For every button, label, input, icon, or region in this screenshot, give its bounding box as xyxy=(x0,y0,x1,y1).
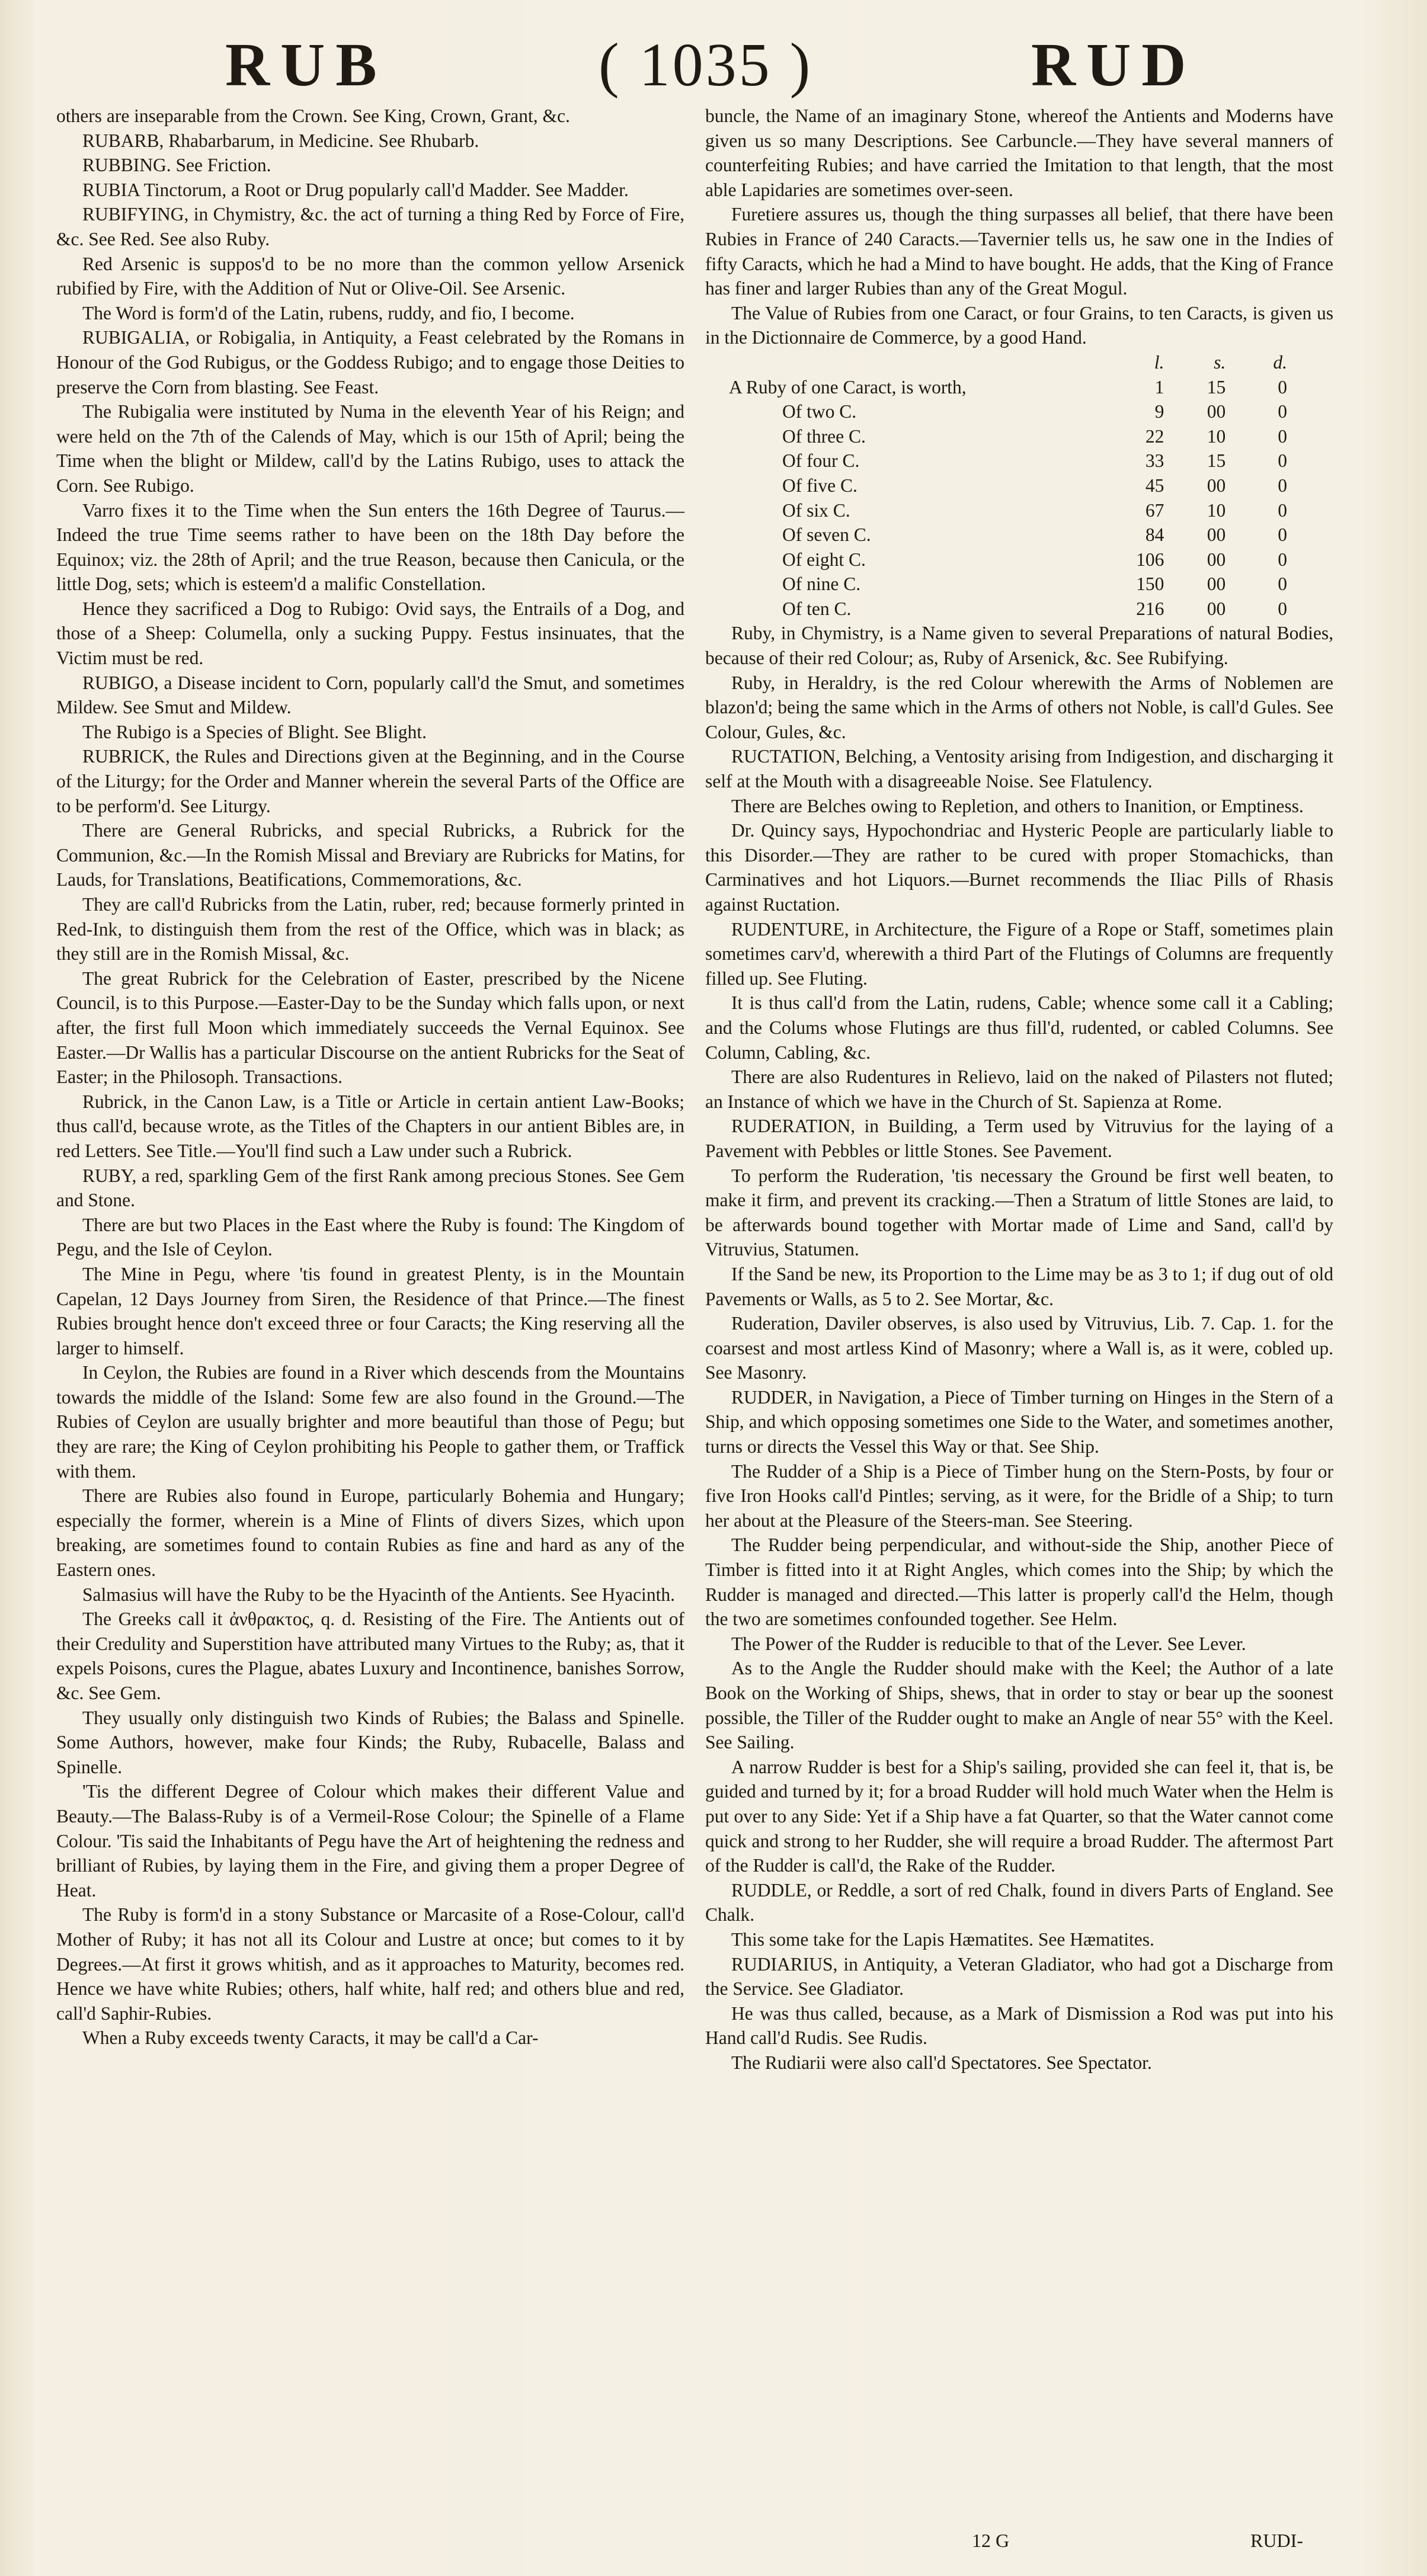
paragraph: Furetiere assures us, though the thing surpasses all belief, that there have been Rubies in France of 240 Caracts.—Tavernier tells us, he saw one in the Indies of fifty Caracts, which he had a Mind to have bought. He adds, that the King of France has finer and larger Rubies than any of the Great Mogul. xyxy=(705,204,1333,299)
table-cell: 00 xyxy=(1207,524,1226,546)
paragraph: RUBIGO, a Disease incident to Corn, popularly call'd the Smut, and sometimes Mildew. See Smut and Mildew. xyxy=(56,672,684,718)
table-cell: 0 xyxy=(1278,450,1287,472)
paragraph: They are call'd Rubricks from the Latin, ruber, red; because formerly printed in Red-Ink, to distinguish them from the rest of the Office, which was in black; as they still are in the Romish Missal, &c. xyxy=(56,894,684,965)
paragraph: RUDDLE, or Reddle, a sort of red Chalk, found in divers Parts of England. See Chalk. xyxy=(705,1879,1333,1925)
left-column xyxy=(56,104,684,2050)
table-row xyxy=(729,375,1298,400)
paragraph: The Rubigo is a Species of Blight. See Blight. xyxy=(82,721,427,742)
paragraph: The Word is form'd of the Latin, rubens, ruddy, and fio, I become. xyxy=(82,302,575,323)
table-cell: Of ten C. xyxy=(782,598,852,619)
paragraph: RUDDER, in Navigation, a Piece of Timber turning on Hinges in the Stern of a Ship, and which opposing sometimes one Side to the Water, and sometimes another, turns or directs the Vessel this Way or that. See Ship. xyxy=(705,1386,1333,1457)
page-number: ( 1035 ) xyxy=(599,31,813,99)
table-cell: 22 xyxy=(1145,425,1164,447)
paragraph: The Rudder being perpendicular, and without-side the Ship, another Piece of Timber is fitted into it at Right Angles, which comes into the Ship; by which the Rudder is managed and directed.—This latter is properly call'd the Helm, though the two are sometimes confounded together. See Helm. xyxy=(705,1534,1333,1630)
table-row xyxy=(729,399,1298,424)
table-cell: 84 xyxy=(1145,524,1164,546)
table-cell: Of five C. xyxy=(782,475,858,496)
table-header-cell: d. xyxy=(1273,351,1287,373)
signature-mark: 12 G xyxy=(972,2530,1010,2551)
paragraph: RUBRICK, the Rules and Directions given at the Beginning, and in the Course of the Liturgy; for the Order and Manner wherein the several Parts of the Office are to be perform'd. See Liturgy. xyxy=(56,746,684,816)
table-row xyxy=(729,498,1298,523)
paragraph: There are General Rubricks, and special Rubricks, a Rubrick for the Communion, &c.—In the Romish Missal and Breviary are Rubricks for Matins, for Lauds, for Translations, Beatifications, Commemorations, &c. xyxy=(56,820,684,890)
paragraph: RUBARB, Rhabarbarum, in Medicine. See Rhubarb. xyxy=(82,130,479,151)
paragraph: Red Arsenic is suppos'd to be no more than the common yellow Arsenick rubified by Fire, with the Addition of Nut or Olive-Oil. See Arsenic. xyxy=(56,253,684,299)
table-cell: Of eight C. xyxy=(782,549,866,570)
ruby-value-table xyxy=(729,350,1298,621)
table-cell: 0 xyxy=(1278,401,1287,422)
paragraph: buncle, the Name of an imaginary Stone, whereof the Antients and Moderns have given us so many Descriptions. See Carbuncle.—They have several manners of counterfeiting Rubies; and have carried the Imitation to that length, that the most able Lapidaries are sometimes over-seen. xyxy=(705,105,1333,200)
table-cell: Of three C. xyxy=(782,425,866,447)
paragraph: As to the Angle the Rudder should make with the Keel; the Author of a late Book on the Working of Ships, shews, that in order to stay or bear up the soonest possible, the Tiller of the Rudder ought to make an Angle of near 55° with the Keel. See Sailing. xyxy=(705,1658,1333,1753)
paragraph: RUCTATION, Belching, a Ventosity arising from Indigestion, and discharging it self at the Mouth with a disagreeable Noise. See Flatulency. xyxy=(705,746,1333,792)
paragraph: A narrow Rudder is best for a Ship's sailing, provided she can feel it, that is, be guided and turned by it; for a broad Rudder will hold much Water when the Helm is put over to any Side: Yet if a Ship have a fat Quarter, so that the Water cannot come quick and strong to her Rudder, she will require a broad Rudder. The aftermost Part of the Rudder is call'd, the Rake of the Rudder. xyxy=(705,1756,1333,1876)
table-cell: 0 xyxy=(1278,524,1287,546)
paragraph: In Ceylon, the Rubies are found in a River which descends from the Mountains towards the middle of the Island: Some few are also found in the Ground.—The Rubies of Ceylon are usually brighter and more beautiful than those of Pegu; but they are rare; the King of Ceylon prohibiting his People to gather them, or Traffick with them. xyxy=(56,1362,684,1482)
paragraph: others are inseparable from the Crown. See King, Crown, Grant, &c. xyxy=(56,105,570,126)
table-cell: 0 xyxy=(1278,549,1287,570)
paragraph: Ruby, in Chymistry, is a Name given to several Preparations of natural Bodies, because of their red Colour; as, Ruby of Arsenick, &c. See Rubifying. xyxy=(705,623,1333,669)
table-header-cell: l. xyxy=(1154,351,1164,373)
table-cell: 67 xyxy=(1145,499,1164,521)
table-cell: 00 xyxy=(1207,475,1226,496)
table-row xyxy=(729,523,1298,547)
table-cell: 106 xyxy=(1136,549,1164,570)
table-cell: Of four C. xyxy=(782,450,860,472)
paragraph: He was thus called, because, as a Mark of Dismission a Rod was put into his Hand call'd Rudis. See Rudis. xyxy=(705,2003,1333,2049)
paragraph: There are Belches owing to Repletion, and others to Inanition, or Emptiness. xyxy=(731,795,1304,816)
table-cell: 1 xyxy=(1154,376,1164,398)
table-cell: 216 xyxy=(1136,598,1164,619)
table-cell: 00 xyxy=(1207,401,1226,422)
paragraph: RUDERATION, in Building, a Term used by Vitruvius for the laying of a Pavement with Pebbles or little Stones. See Pavement. xyxy=(705,1116,1333,1161)
paragraph: 'Tis the different Degree of Colour which makes their different Value and Beauty.—The Balass-Ruby is of a Vermeil-Rose Colour; the Spinelle of a Flame Colour. 'Tis said the Inhabitants of Pegu have the Art of heightening the redness and brilliant of Rubies, by laying them in the Fire, and giving them a proper Degree of Heat. xyxy=(56,1781,684,1901)
table-cell: 0 xyxy=(1278,475,1287,496)
paragraph: The Mine in Pegu, where 'tis found in greatest Plenty, is in the Mountain Capelan, 12 Days Journey from Siren, the Residence of that Prince.—The finest Rubies brought hence don't exceed three or four Caracts; the King reserving all the larger to himself. xyxy=(56,1263,684,1359)
paragraph: They usually only distinguish two Kinds of Rubies; the Balass and Spinelle. Some Authors, however, make four Kinds; the Ruby, Rubacelle, Balass and Spinelle. xyxy=(56,1707,684,1777)
table-cell: 10 xyxy=(1207,425,1226,447)
paragraph: If the Sand be new, its Proportion to the Lime may be as 3 to 1; if dug out of old Pavements or Walls, as 5 to 2. See Mortar, &c. xyxy=(705,1263,1333,1309)
paragraph: RUDIARIUS, in Antiquity, a Veteran Gladiator, who had got a Discharge from the Service. See Gladiator. xyxy=(705,1953,1333,2000)
table-cell: 0 xyxy=(1278,376,1287,398)
table-cell: 0 xyxy=(1278,573,1287,595)
table-cell: 15 xyxy=(1207,376,1226,398)
paragraph: To perform the Ruderation, 'tis necessary the Ground be first well beaten, to make it firm, and prevent its cracking.—Then a Stratum of little Stones are laid, to be afterwards bound together with Mortar made of Lime and Sand, call'd by Vitruvius, Statumen. xyxy=(705,1165,1333,1260)
catchword: RUDI- xyxy=(1250,2530,1303,2551)
paragraph: RUBBING. See Friction. xyxy=(82,155,271,176)
table-cell: 9 xyxy=(1154,401,1164,422)
paragraph: RUBIA Tinctorum, a Root or Drug popularly call'd Madder. See Madder. xyxy=(82,179,629,200)
paragraph: It is thus call'd from the Latin, rudens, Cable; whence some call it a Cabling; and the Colums whose Flutings are thus fill'd, rudented, or cabled Columns. See Column, Cabling, &c. xyxy=(705,992,1333,1063)
running-header xyxy=(0,24,1427,101)
paragraph: RUBY, a red, sparkling Gem of the first Rank among precious Stones. See Gem and Stone. xyxy=(56,1165,684,1211)
paragraph: Varro fixes it to the Time when the Sun enters the 16th Degree of Taurus.—Indeed the true Time seems rather to have been on the 18th Day before the Equinox; viz. the 28th of April; and the true Reason, because then Canicula, or the little Dog, sets; which is esteem'd a malific Constellation. xyxy=(56,499,684,595)
table-cell: 15 xyxy=(1207,450,1226,472)
table-cell: 00 xyxy=(1207,573,1226,595)
paragraph: The Rubigalia were instituted by Numa in the eleventh Year of his Reign; and were held on the 7th of the Calends of May, which is our 15th of April; being the Time when the blight or Mildew, call'd by the Latins Rubigo, uses to attack the Corn. See Rubigo. xyxy=(56,401,684,496)
table-header-cell: s. xyxy=(1214,351,1226,373)
table-cell: 150 xyxy=(1136,573,1164,595)
paragraph: There are Rubies also found in Europe, particularly Bohemia and Hungary; especially the former, wherein is a Mine of Flints of divers Sizes, which upon breaking, are sometimes found to contain Rubies as fine and hard as any of the Eastern ones. xyxy=(56,1485,684,1581)
table-header-row xyxy=(729,350,1298,375)
paragraph: Rubrick, in the Canon Law, is a Title or Article in certain antient Law-Books; thus call'd, because wrote, as the Titles of the Chapters in our antient Bibles are, in red Letters. See Title.—You'll find such a Law under such a Rubrick. xyxy=(56,1091,684,1161)
paragraph: There are also Rudentures in Relievo, laid on the naked of Pilasters not fluted; an Instance of which we have in the Church of St. Sapienza at Rome. xyxy=(705,1066,1333,1112)
table-cell: Of nine C. xyxy=(782,573,861,595)
table-row xyxy=(729,448,1298,473)
table-cell: Of six C. xyxy=(782,499,850,521)
paragraph: When a Ruby exceeds twenty Caracts, it may be call'd a Car- xyxy=(82,2027,539,2049)
table-cell: 33 xyxy=(1145,450,1164,472)
table-cell: 0 xyxy=(1278,598,1287,619)
paragraph: The great Rubrick for the Celebration of Easter, prescribed by the Nicene Council, is to this Purpose.—Easter-Day to be the Sunday which falls upon, or next after, the first full Moon which immediately succeeds the Vernal Equinox. See Easter.—Dr Wallis has a particular Discourse on the antient Rubricks for the Seat of Easter; in the Philosoph. Transactions. xyxy=(56,967,684,1088)
table-row xyxy=(729,424,1298,449)
paragraph: The Power of the Rudder is reducible to that of the Lever. See Lever. xyxy=(731,1633,1246,1654)
paragraph: Dr. Quincy says, Hypochondriac and Hysteric People are particularly liable to this Disorder.—They are rather to be cured with proper Stomachicks, than Carminatives and hot Liquors.—Burnet recommends the Iliac Pills of Rhasis against Ructation. xyxy=(705,820,1333,915)
header-left-guideword: RUB xyxy=(225,31,388,99)
table-row xyxy=(729,473,1298,498)
table-cell: 00 xyxy=(1207,549,1226,570)
page-footer xyxy=(0,2530,1427,2565)
table-cell: 10 xyxy=(1207,499,1226,521)
table-row xyxy=(729,597,1298,621)
paragraph: Hence they sacrificed a Dog to Rubigo: Ovid says, the Entrails of a Dog, and those of a Sheep: Columella, only a sucking Puppy. Festus insinuates, that the Victim must be red. xyxy=(56,598,684,669)
paragraph: RUDENTURE, in Architecture, the Figure of a Rope or Staff, sometimes plain sometimes carv'd, wherewith a third Part of the Flutings of Columns are frequently filled up. See Fluting. xyxy=(705,918,1333,989)
table-cell: 45 xyxy=(1145,475,1164,496)
paragraph: The Value of Rubies from one Caract, or four Grains, to ten Caracts, is given us in the Dictionnaire de Commerce, by a good Hand. xyxy=(705,302,1333,348)
table-cell: Of seven C. xyxy=(782,524,871,546)
table-row xyxy=(729,547,1298,572)
paragraph: The Greeks call it ἀνθρακτος, q. d. Resisting of the Fire. The Antients out of their Credulity and Superstition have attributed many Virtues to the Ruby; as, that it expels Poisons, cures the Plague, abates Luxury and Incontinence, banishes Sorrow, &c. See Gem. xyxy=(56,1609,684,1703)
paragraph: Salmasius will have the Ruby to be the Hyacinth of the Antients. See Hyacinth. xyxy=(82,1584,675,1605)
table-cell: 0 xyxy=(1278,425,1287,447)
table-cell: Of two C. xyxy=(782,401,857,422)
paragraph: There are but two Places in the East where the Ruby is found: The Kingdom of Pegu, and the Isle of Ceylon. xyxy=(56,1214,684,1260)
table-cell: A Ruby of one Caract, is worth, xyxy=(729,376,967,398)
table-cell: 0 xyxy=(1278,499,1287,521)
header-right-guideword: RUD xyxy=(1031,31,1197,99)
paragraph: Ruderation, Daviler observes, is also used by Vitruvius, Lib. 7. Cap. 1. for the coarsest and most artless Kind of Masonry; where a Wall is, as it were, cobled up. See Masonry. xyxy=(705,1313,1333,1383)
table-row xyxy=(729,572,1298,597)
table-header-cell xyxy=(729,350,1114,375)
right-column xyxy=(705,104,1333,2075)
paragraph: Ruby, in Heraldry, is the red Colour wherewith the Arms of Noblemen are blazon'd; being the same which in the Arms of others not Noble, is call'd Gules. See Colour, Gules, &c. xyxy=(705,672,1333,742)
paragraph: The Ruby is form'd in a stony Substance or Marcasite of a Rose-Colour, call'd Mother of Ruby; it has not all its Colour and Lustre at once; but comes to it by Degrees.—At first it grows whitish, and as it approaches to Maturity, becomes red. Hence we have white Rubies; others, half white, half red; and others blue and red, call'd Saphir-Rubies. xyxy=(56,1904,684,2024)
paragraph: This some take for the Lapis Hæmatites. See Hæmatites. xyxy=(731,1928,1154,1950)
table-cell: 00 xyxy=(1207,598,1226,619)
paragraph: The Rudiarii were also call'd Spectatores. See Spectator. xyxy=(731,2052,1152,2073)
paragraph: RUBIGALIA, or Robigalia, in Antiquity, a Feast celebrated by the Romans in Honour of the God Rubigus, or the Goddess Rubigo; and to engage those Deities to preserve the Corn from blasting. See Feast. xyxy=(56,327,684,398)
paragraph: The Rudder of a Ship is a Piece of Timber hung on the Stern-Posts, by four or five Iron Hooks call'd Pintles; serving, as it were, for the Bridle of a Ship; to turn her about at the Pleasure of the Steers-man. See Steering. xyxy=(705,1460,1333,1531)
paragraph: RUBIFYING, in Chymistry, &c. the act of turning a thing Red by Force of Fire, &c. See Red. See also Ruby. xyxy=(56,204,684,249)
